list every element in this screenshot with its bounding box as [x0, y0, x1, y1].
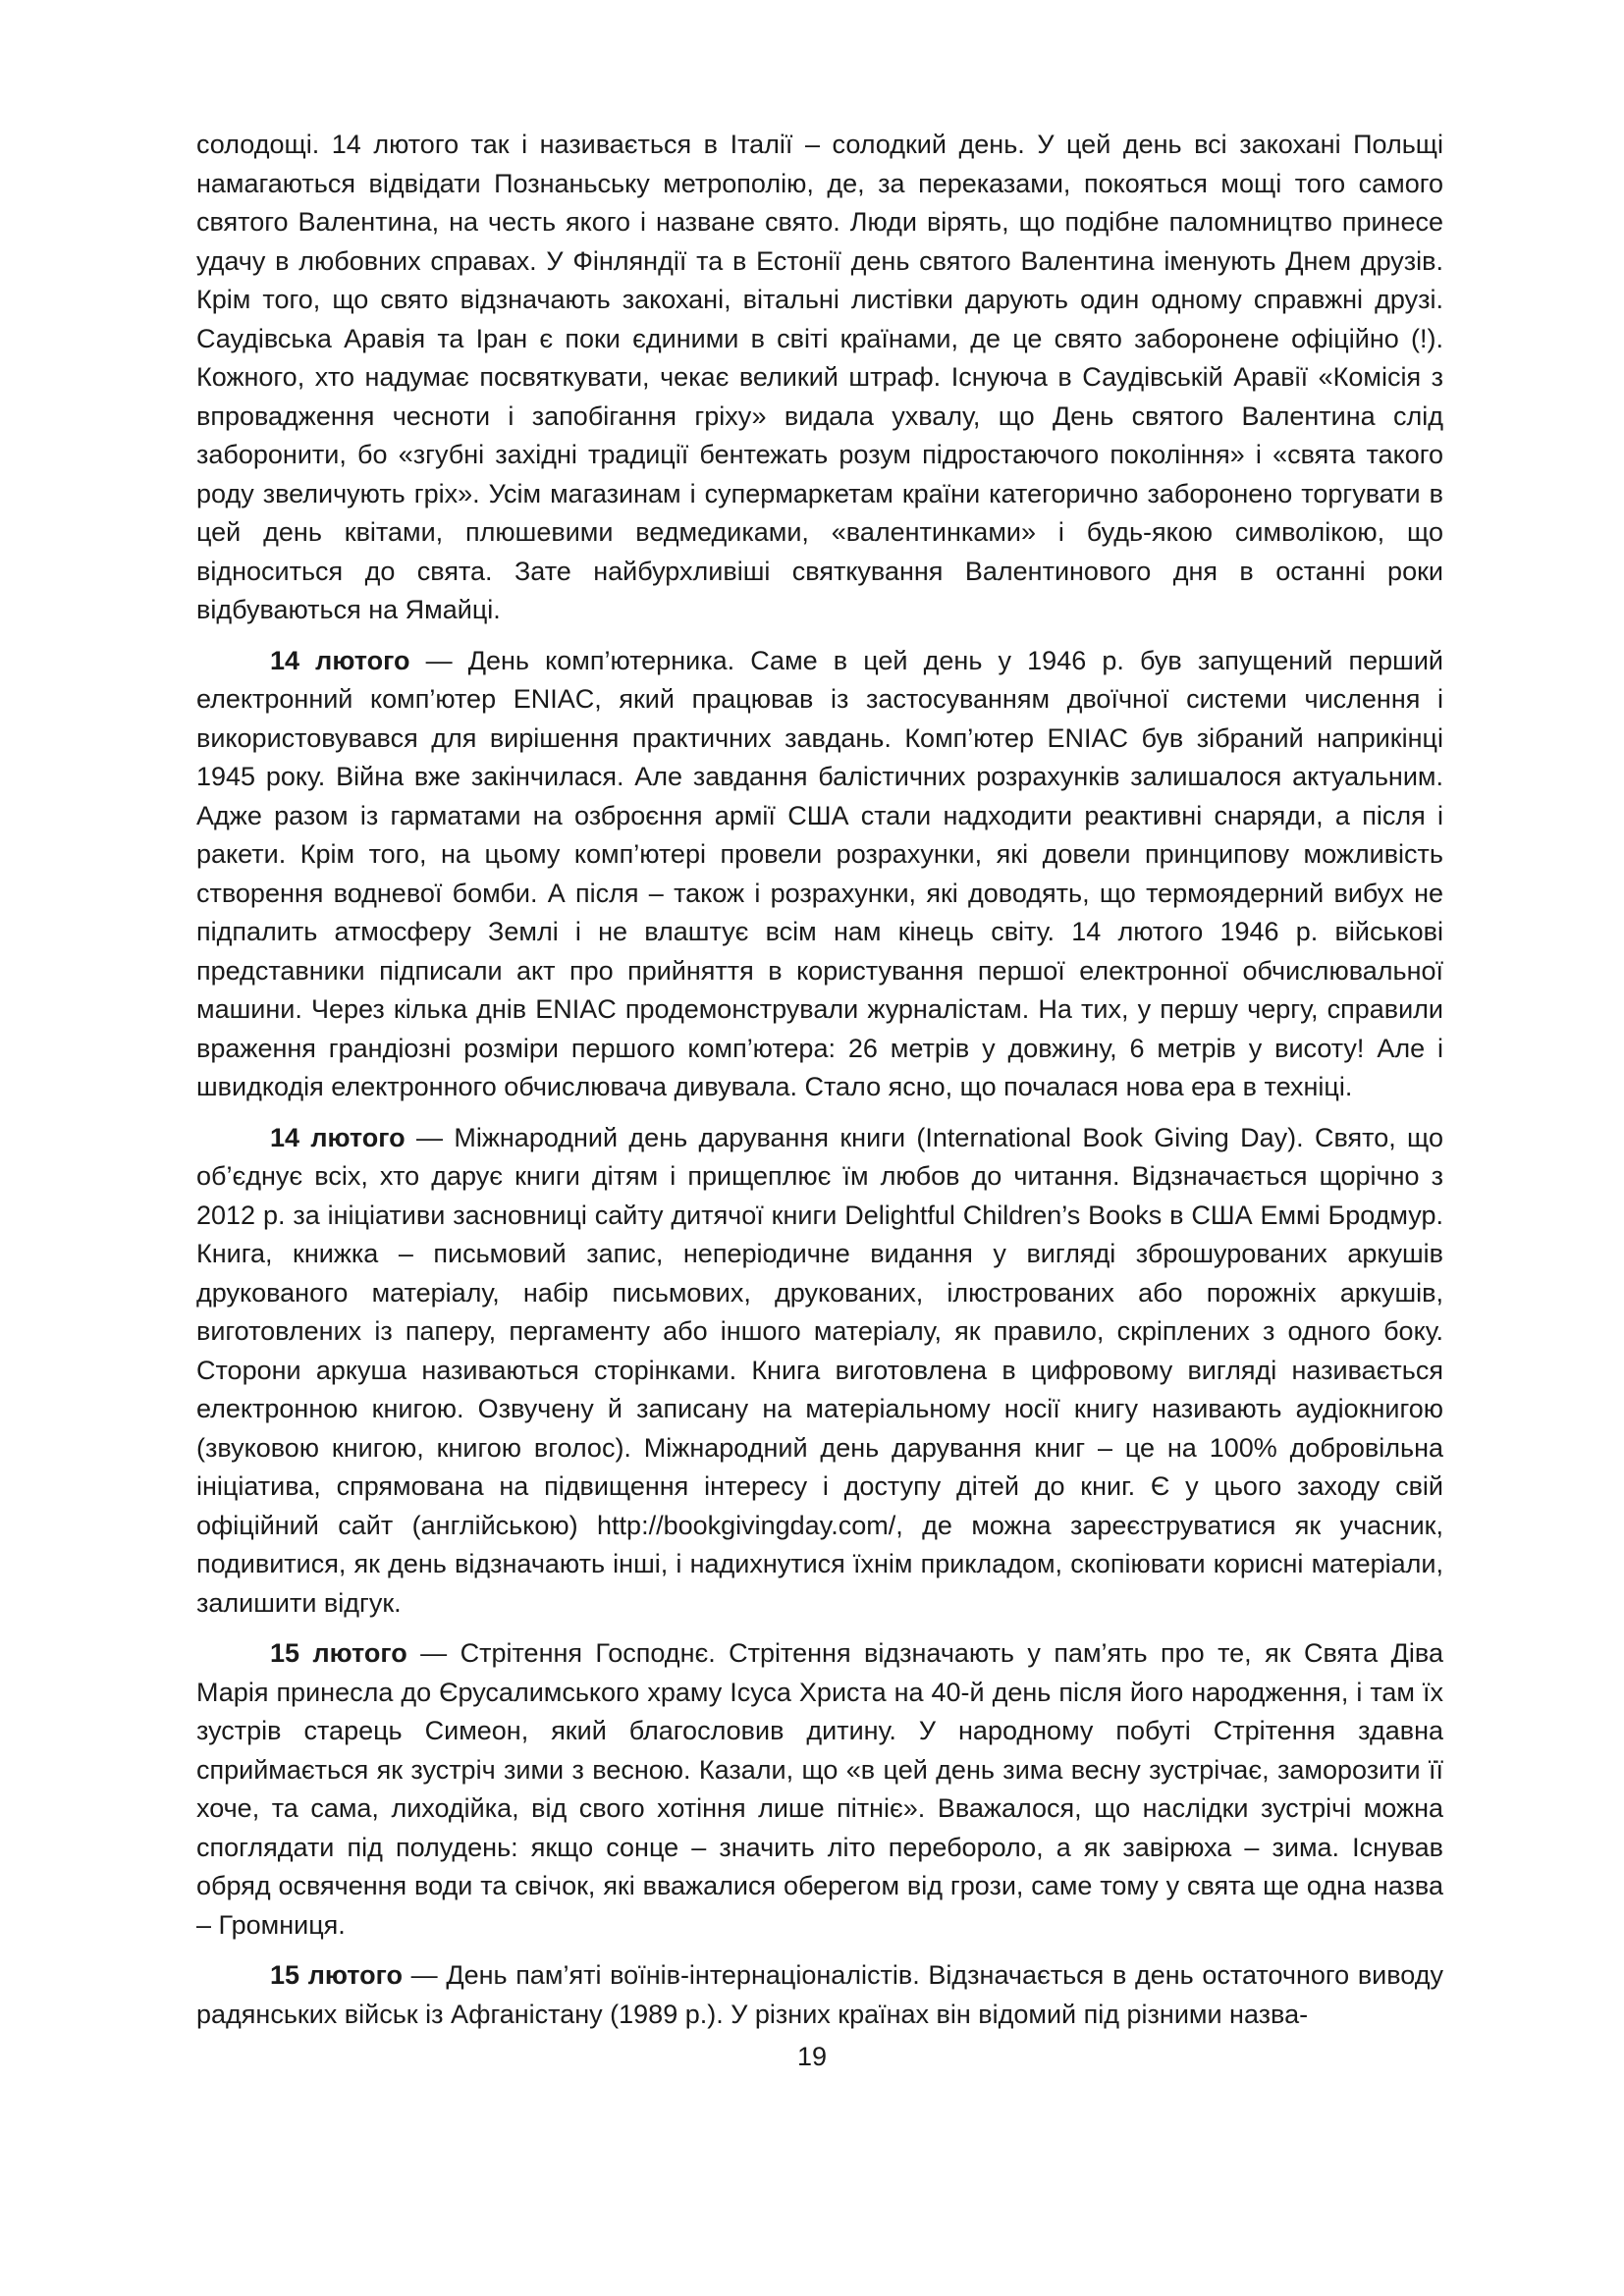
paragraph-computer-day: [196, 642, 1443, 1107]
paragraph-date: 15 лютого: [270, 1638, 407, 1668]
paragraph-text: — День пам’яті воїнів-інтернаціоналістів. Відзначається в день остаточного виводу радянських військ із Афганістану (1989 р.). У різних країнах він відомий під різними назва-: [196, 1960, 1443, 2029]
paragraph-date: 15 лютого: [270, 1960, 403, 1990]
paragraph-text: — День комп’ютерника. Саме в цей день у 1946 р. був запущений перший електронний комп’ютер ENIAC, який працював із застосуванням двоїчної системи числення і використовувався для вирішення практичних завдань. Комп’ютер ENIAC був зібраний наприкінці 1945 року. Війна вже закінчилася. Але завдання балістичних розрахунків залишалося актуальним. Адже разом із гарматами на озброєння армії США стали надходити реактивні снаряди, а після і ракети. Крім того, на цьому комп’ютері провели розрахунки, які довели принципову можливість створення водневої бомби. А після – також і розрахунки, які доводять, що термоядерний вибух не підпалить атмосферу Землі і не влаштує всім нам кінець світу. 14 лютого 1946 р. військові представники підписали акт про прийняття в користування першої електронної обчислювальної машини. Через кілька днів ENIAC продемонстрували журналістам. На тих, у першу чергу, справили враження грандіозні розміри першого комп’ютера: 26 метрів у довжину, 6 метрів у висоту! Але і швидкодія електронного обчислювача дивувала. Стало ясно, що почалася нова ера в техніці.: [196, 645, 1443, 1101]
paragraph-date: 14 лютого: [270, 645, 410, 675]
paragraph-book-giving-day: [196, 1119, 1443, 1624]
paragraph-candlemas: [196, 1634, 1443, 1945]
paragraph-text: — Стрітення Господнє. Стрітення відзначають у пам’ять про те, як Свята Діва Марія принесла до Єрусалимського храму Ісуса Христа на 40-й день після його народження, і там їх зустрів старець Симеон, який благословив дитину. У народному побуті Стрітення здавна сприймається як зустріч зими з весною. Казали, що «в цей день зима весну зустрічає, заморозити її хоче, та сама, лиходійка, від свого хотіння лише пітніє». Вважалося, що наслідки зустрічі можна споглядати під полудень: якщо сонце – значить літо перебороло, а як завірюха – зима. Існував обряд освячення води та свічок, які вважалися оберегом від грози, саме тому у свята ще одна назва – Громниця.: [196, 1638, 1443, 1940]
paragraph-valentine-continuation: [196, 126, 1443, 630]
paragraph-text: — Міжнародний день дарування книги (International Book Giving Day). Свято, що об’єднує всіх, хто дарує книги дітям і прищеплює їм любов до читання. Відзначається щорічно з 2012 р. за ініціативи засновниці сайту дитячої книги Delightful Children’s Books в США Еммі Бродмур. Книга, книжка – письмовий запис, неперіодичне видання у вигляді зброшурованих аркушів друкованого матеріалу, набір письмових, друкованих, ілюстрованих або порожніх аркушів, виготовлених із паперу, пергаменту або іншого матеріалу, як правило, скріплених з одного боку. Сторони аркуша називаються сторінками. Книга виготовлена в цифровому вигляді називається електронною книгою. Озвучену й записану на матеріальному носії книгу називають аудіокнигою (звуковою книгою, книгою вголос). Міжнародний день дарування книг – це на 100% добровільна ініціатива, спрямована на підвищення інтересу і доступу дітей до книг. Є у цього заходу свій офіційний сайт (англійською) http://bookgivingday.com/, де можна зареєструватися як учасник, подивитися, як день відзначають інші, і надихнутися їхнім прикладом, скопіювати корисні матеріали, залишити відгук.: [196, 1122, 1443, 1618]
paragraph-internationalist-day: [196, 1956, 1443, 2034]
paragraph-text: солодощі. 14 лютого так і називається в Італії – солодкий день. У цей день всі закохані Польщі намагаються відвідати Познаньську метрополію, де, за переказами, покояться мощі того самого святого Валентина, на честь якого і назване свято. Люди вірять, що подібне паломництво принесе удачу в любовних справах. У Фінляндії та в Естонії день святого Валентина іменують Днем друзів. Крім того, що свято відзначають закохані, вітальні листівки дарують один одному справжні друзі. Саудівська Аравія та Іран є поки єдиними в світі країнами, де це свято заборонене офіційно (!). Кожного, хто надумає посвяткувати, чекає великий штраф. Існуюча в Саудівській Аравії «Комісія з впровадження чесноти і запобігання гріху» видала ухвалу, що День святого Валентина слід заборонити, бо «згубні західні традиції бентежать розум підростаючого покоління» і «свята такого роду звеличують гріх». Усім магазинам і супермаркетам країни категорично заборонено торгувати в цей день квітами, плюшевими ведмедиками, «валентинками» і будь-якою символікою, що відноситься до свята. Зате найбурхливіші святкування Валентинового дня в останні роки відбуваються на Ямайці.: [196, 130, 1443, 624]
page-body: [196, 126, 1443, 2046]
paragraph-date: 14 лютого: [270, 1122, 406, 1152]
page-number: 19: [796, 2042, 828, 2071]
